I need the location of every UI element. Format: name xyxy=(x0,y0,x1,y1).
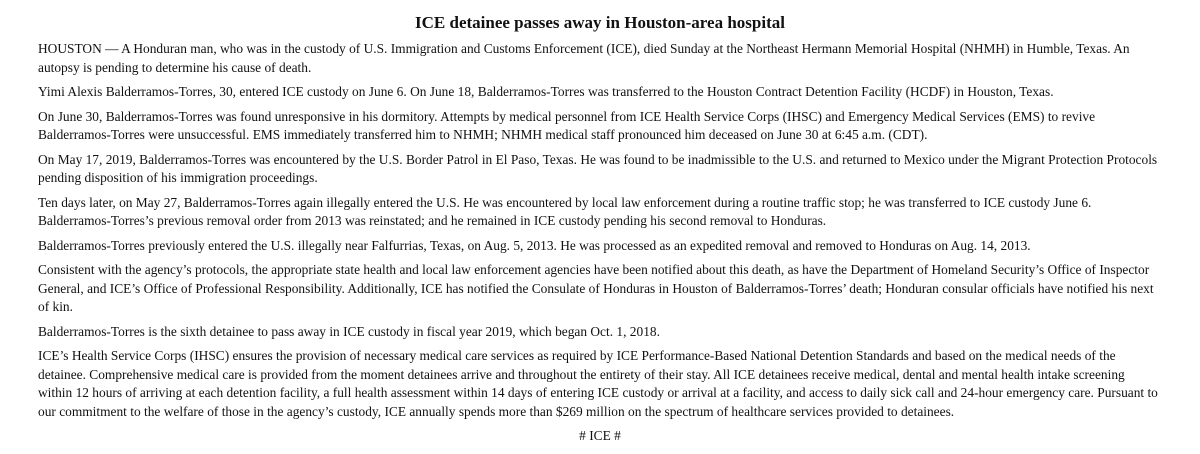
paragraph-border-patrol-encounter: On May 17, 2019, Balderramos-Torres was encountered by the U.S. Border Patrol in El Paso, Texas. He was found to be inadmissible to the U.S. and returned to Mexico under the Migrant Protection Protocols pending disposition of his immigration proceedings. xyxy=(38,151,1158,185)
paragraph-intro: HOUSTON — A Honduran man, who was in the custody of U.S. Immigration and Customs Enforcement (ICE), died Sunday at the Northeast Hermann Memorial Hospital (NHMH) in Humble, Texas. An autopsy is pending to determine his cause of death. xyxy=(38,41,1130,75)
paragraph-death-details: On June 30, Balderramos-Torres was found unresponsive in his dormitory. Attempts by medical personnel from ICE Health Service Corps (IHSC) and Emergency Medical Services (EMS) to revive Balderramos-Torres were unsuccessful. EMS immediately transferred him to NHMH; NHMH medical staff pronounced him deceased on June 30 at 6:45 a.m. (CDT). xyxy=(38,108,1096,142)
paragraph-notifications: Consistent with the agency’s protocols, the appropriate state health and local law enforcement agencies have been notified about this death, as have the Department of Homeland Security’s Office of Inspector General, and ICE’s Office of Professional Responsibility. Additionally, ICE has notified the Consulate of Honduras in Houston of Balderramos-Torres’ death; Honduran consular officials have notified his next of kin. xyxy=(38,262,1154,314)
paragraph-ihsc-care: ICE’s Health Service Corps (IHSC) ensures the provision of necessary medical care services as required by ICE Performance-Based National Detention Standards and based on the medical needs of the detainee. Comprehensive medical care is provided from the moment detainees arrive and throughout the entirety of their stay. All ICE detainees receive medical, dental and mental health intake screening within 12 hours of arriving at each detention facility, a full health assessment within 14 days of entering ICE custody or arrival at a facility, and access to daily sick call and 24-hour emergency care. Pursuant to our commitment to the welfare of those in the agency’s custody, ICE annually spends more than $269 million on the spectrum of healthcare services provided to detainees. xyxy=(38,348,1158,419)
paragraph-reentry: Ten days later, on May 27, Balderramos-Torres again illegally entered the U.S. He was encountered by local law enforcement during a routine traffic stop; he was transferred to ICE custody June 6. Balderramos-Torres’s previous removal order from 2013 was reinstated; and he remained in ICE custody pending his second removal to Honduras. xyxy=(38,194,1092,228)
paragraph-custody-entry: Yimi Alexis Balderramos-Torres, 30, entered ICE custody on June 6. On June 18, Balderramos-Torres was transferred to the Houston Contract Detention Facility (HCDF) in Houston, Texas. xyxy=(38,84,1054,99)
page-title: ICE detainee passes away in Houston-area hospital xyxy=(415,13,785,32)
paragraph-fiscal-year-count: Balderramos-Torres is the sixth detainee to pass away in ICE custody in fiscal year 2019, which began Oct. 1, 2018. xyxy=(38,323,660,339)
paragraph-previous-entry: Balderramos-Torres previously entered the U.S. illegally near Falfurrias, Texas, on Aug. 5, 2013. He was processed as an expedited removal and removed to Honduras on Aug. 14, 2013. xyxy=(38,237,1031,253)
closing-mark: # ICE # xyxy=(579,428,621,443)
